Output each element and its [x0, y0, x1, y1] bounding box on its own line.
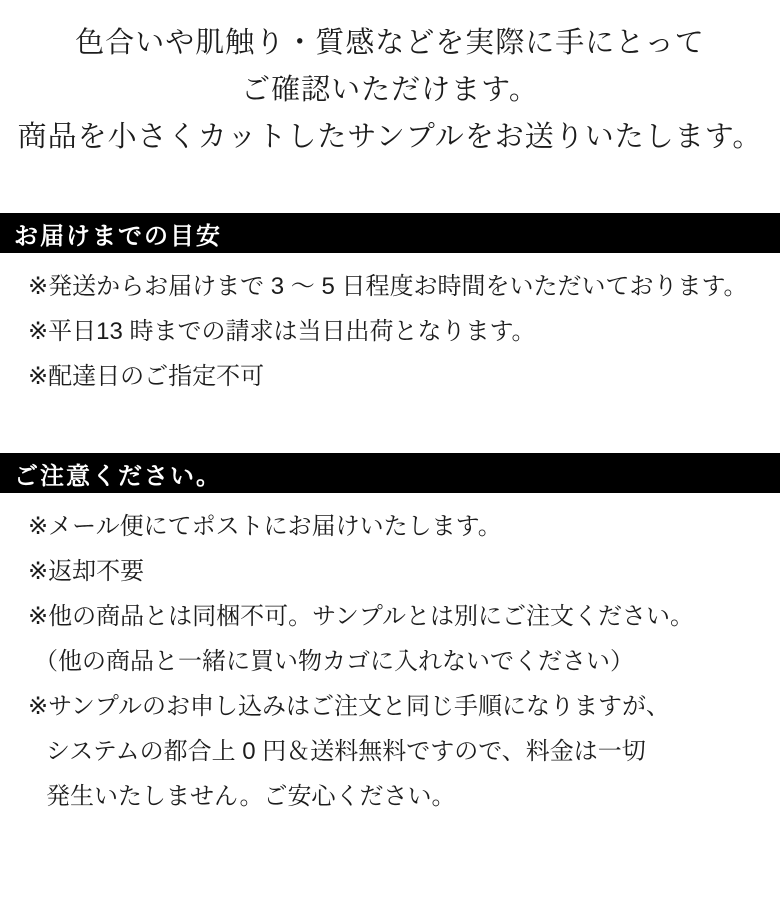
note-line: 発生いたしません。ご安心ください。	[46, 783, 456, 810]
note-line: ※メール便にてポストにお届けいたします。	[28, 513, 502, 540]
note-line: ※発送からお届けまで 3 ～ 5 日程度お時間をいただいております。	[28, 273, 748, 300]
note-line: システムの都合上 0 円＆送料無料ですので、料金は一切	[46, 738, 646, 765]
intro-line: 色合いや肌触り・質感などを実際に手にとって	[75, 27, 705, 59]
note-line: ※平日13 時までの請求は当日出荷となります。	[28, 318, 536, 345]
intro-text	[0, 0, 780, 161]
section-title-delivery-estimate: お届けまでの目安	[14, 222, 222, 250]
section-header-caution	[0, 453, 780, 493]
note-line: ※返却不要	[28, 558, 145, 585]
delivery-notes-list	[0, 264, 780, 399]
note-line: ※他の商品とは同梱不可。サンプルとは別にご注文ください。	[28, 603, 694, 630]
note-line: ※配達日のご指定不可	[28, 363, 265, 390]
intro-line: ご確認いただけます。	[241, 74, 539, 106]
intro-line: 商品を小さくカットしたサンプルをお送りいたします。	[17, 121, 763, 153]
note-line: ※サンプルのお申し込みはご注文と同じ手順になりますが、	[28, 693, 670, 720]
caution-notes-list	[0, 504, 780, 819]
note-line: （他の商品と一緒に買い物カゴに入れないでください）	[34, 648, 634, 675]
section-header-delivery-estimate	[0, 213, 780, 253]
section-title-caution: ご注意ください。	[14, 462, 222, 490]
